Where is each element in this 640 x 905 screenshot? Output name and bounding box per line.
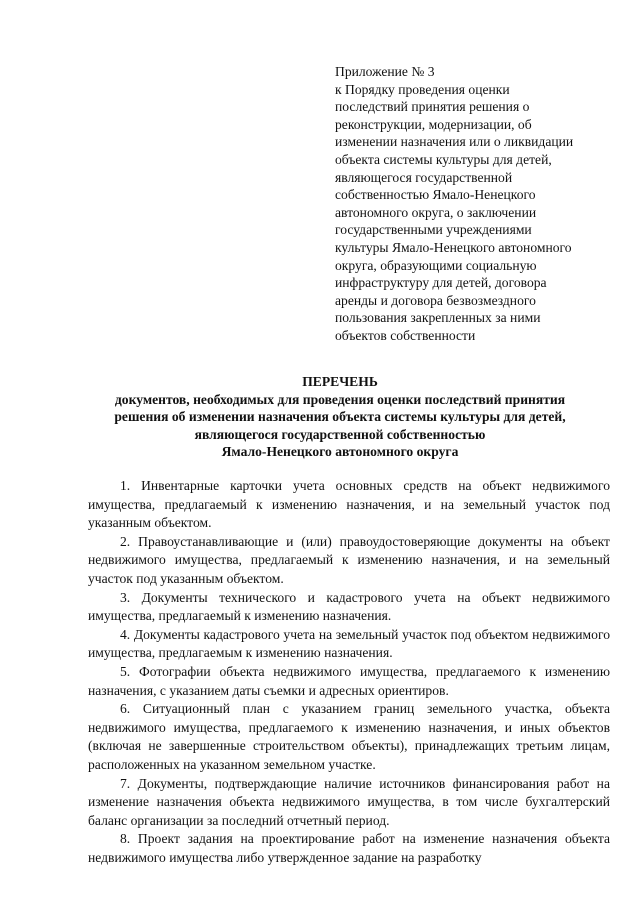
appendix-line: объекта системы культуры для детей, [335, 151, 552, 167]
list-item: 3. Документы технического и кадастрового учета на объект недвижимого имущества, предлагаемый к изменению назначения. [88, 589, 610, 624]
list-item: 8. Проект задания на проектирование работ на изменение назначения объекта недвижимого имущества либо утвержденное задание на разработку [88, 831, 610, 865]
appendix-note [335, 63, 615, 345]
appendix-line: пользования закрепленных за ними [335, 310, 541, 326]
list-item: 4. Документы кадастрового учета на земельный участок под объектом недвижимого имущества, предлагаемым к изменению назначения. [88, 626, 610, 661]
list-item: 2. Правоустанавливающие и (или) правоудостоверяющие документы на объект недвижимого имущества, предлагаемый к изменению назначения, и на земельный участок под указанным объектом. [88, 533, 610, 586]
list-item: 5. Фотографии объекта недвижимого имущества, предлагаемого к изменению назначения, с указанием даты съемки и адресных ориентиров. [88, 663, 610, 698]
title-line: документов, необходимых для проведения оценки последствий принятия [114, 391, 566, 407]
title-line: Ямало-Ненецкого автономного округа [221, 444, 459, 460]
appendix-line: являющегося государственной [335, 169, 513, 185]
appendix-line: изменении назначения или о ликвидации [335, 134, 574, 150]
appendix-line: реконструкции, модернизации, об [335, 116, 532, 132]
appendix-line: автономного округа, о заключении [335, 204, 537, 220]
appendix-line: последствий принятия решения о [335, 99, 530, 115]
document-title [70, 373, 610, 461]
list-item: 7. Документы, подтверждающие наличие источников финансирования работ на изменение назначения объекта недвижимого имущества, в том числе бухгалтерский баланс организации за последний отчетный период. [88, 775, 610, 828]
appendix-line: Приложение № 3 [335, 64, 435, 79]
title-line: являющегося государственной собственностью [194, 426, 486, 442]
appendix-line: объектов собственности [335, 327, 476, 343]
list-item: 1. Инвентарные карточки учета основных средств на объект недвижимого имущества, предлагаемый к изменению назначения, и на земельный участок под указанным объектом. [88, 478, 610, 531]
title-heading: ПЕРЕЧЕНЬ [302, 374, 378, 389]
appendix-line: округа, образующими социальную [335, 257, 537, 273]
title-line: решения об изменении назначения объекта системы культуры для детей, [114, 409, 566, 425]
appendix-line: культуры Ямало-Ненецкого автономного [335, 239, 572, 255]
appendix-line: к Порядку проведения оценки [335, 81, 510, 97]
document-list [88, 477, 610, 867]
appendix-line: инфраструктуру для детей, договора [335, 275, 547, 291]
appendix-line: государственными учреждениями [335, 222, 532, 238]
appendix-line: аренды и договора безвозмездного [335, 292, 536, 308]
list-item: 6. Ситуационный план с указанием границ земельного участка, объекта недвижимого имущества, предлагаемого к изменению назначения, и иных объектов (включая не завершенные строительством объекты), принадлежащих третьим лицам, расположенных на указанном земельном участке. [88, 701, 610, 772]
appendix-line: собственностью Ямало-Ненецкого [335, 187, 536, 203]
